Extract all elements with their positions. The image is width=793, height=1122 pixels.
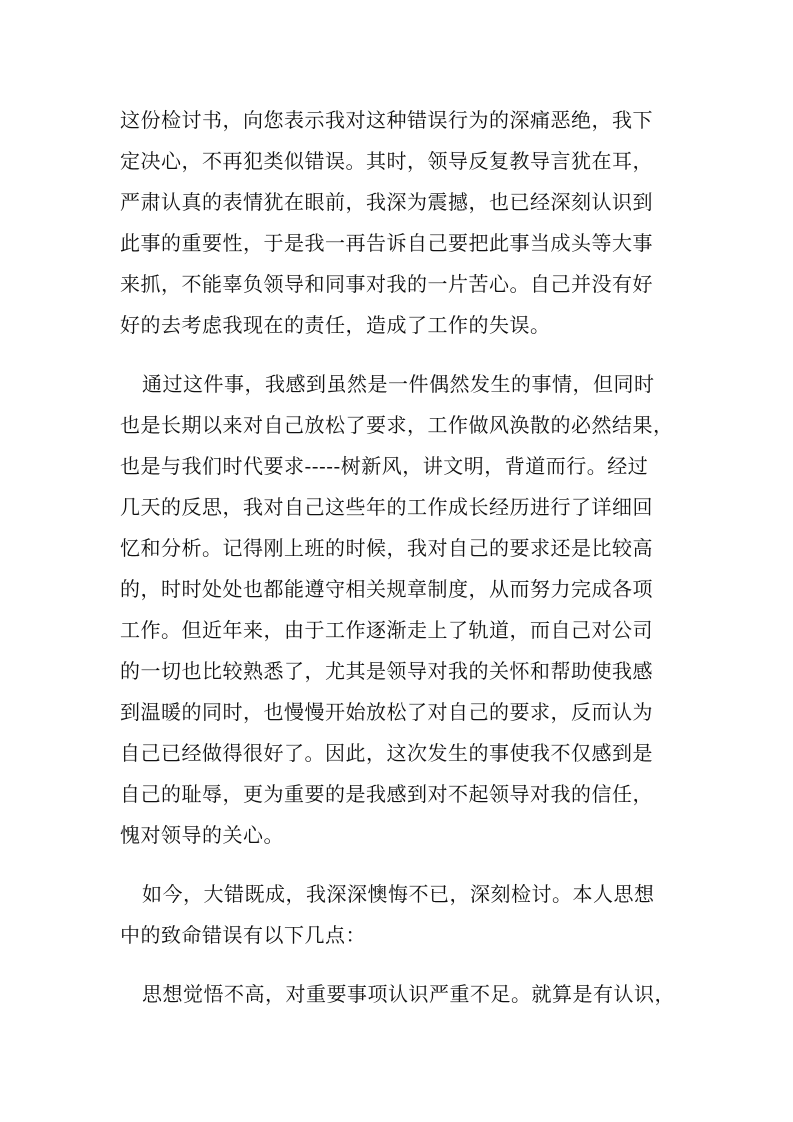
text-line: 几天的反思，我对自己这些年的工作成长经历进行了详细回 (120, 495, 653, 519)
paragraph-start-line: 如今，大错既成，我深深懊悔不已，深刻检讨。本人思想 (142, 882, 655, 906)
text-line: 忆和分析。记得刚上班的时候，我对自己的要求还是比较高 (120, 536, 653, 560)
text-line: 到温暖的同时，也慢慢开始放松了对自己的要求，反而认为 (120, 700, 653, 724)
text-line: 定决心，不再犯类似错误。其时，领导反复教导言犹在耳， (120, 149, 653, 173)
text-line: 好的去考虑我现在的责任，造成了工作的失误。 (120, 313, 551, 337)
paragraph-start-line: 思想觉悟不高，对重要事项认识严重不足。就算是有认识， (142, 982, 675, 1006)
text-line: 此事的重要性，于是我一再告诉自己要把此事当成头等大事 (120, 231, 653, 255)
text-line: 工作。但近年来，由于工作逐渐走上了轨道，而自己对公司 (120, 618, 653, 642)
text-line: 的一切也比较熟悉了，尤其是领导对我的关怀和帮助使我感 (120, 659, 653, 683)
text-line: 自己的耻辱，更为重要的是我感到对不起领导对我的信任， (120, 782, 653, 806)
text-line: 这份检讨书，向您表示我对这种错误行为的深痛恶绝，我下 (120, 108, 653, 132)
text-line: 中的致命错误有以下几点： (120, 923, 366, 947)
text-line: 严肃认真的表情犹在眼前，我深为震撼，也已经深刻认识到 (120, 190, 653, 214)
paragraph-start-line: 通过这件事，我感到虽然是一件偶然发生的事情，但同时 (142, 372, 655, 396)
text-line: 愧对领导的关心。 (120, 823, 284, 847)
text-line: 也是长期以来对自己放松了要求，工作做风涣散的必然结果， (120, 413, 674, 437)
text-line: 自己已经做得很好了。因此，这次发生的事使我不仅感到是 (120, 741, 653, 765)
text-line: 也是与我们时代要求-----树新风，讲文明，背道而行。经过 (120, 454, 649, 478)
text-line: 的，时时处处也都能遵守相关规章制度，从而努力完成各项 (120, 577, 653, 601)
text-line: 来抓，不能辜负领导和同事对我的一片苦心。自己并没有好 (120, 272, 653, 296)
